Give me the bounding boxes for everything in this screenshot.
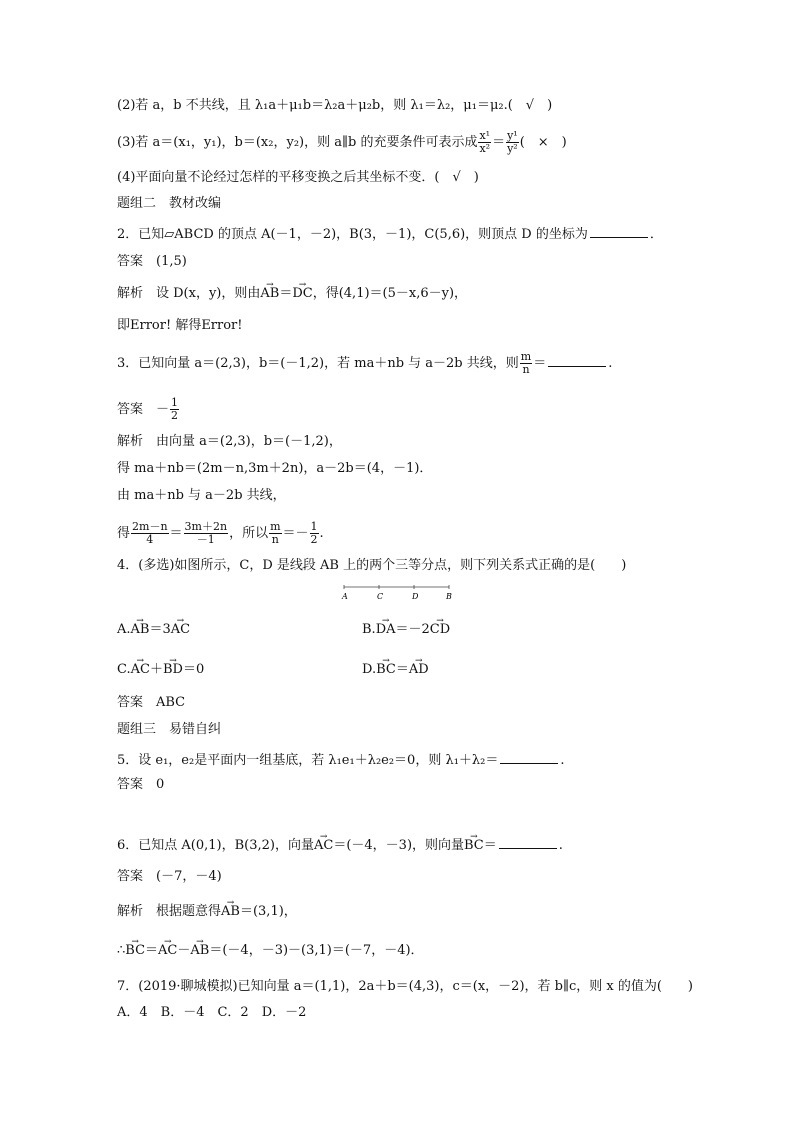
question-4: 4．(多选)如图所示，C，D 是线段 AB 上的两个三等分点，则下列关系式正确的是( ) <box>117 558 627 573</box>
analysis-3-line4: 得 $\frac{2m-n}{4}$ ＝ $\frac{3m+2n}{-1}$ ，所以 $\frac{m}{n}$ ＝－ $\frac{1}{2}$ . <box>117 520 324 546</box>
question-3: 3．已知向量 a＝(2,3)，b＝(－1,2)，若 ma＋nb 与 a－2b 共线，则 $\frac{m}{n}$ ＝ . <box>117 350 613 376</box>
fraction: $\frac{3m+2n}{-1}$ <box>184 520 228 546</box>
analysis-3-line1: 解析 由向量 a＝(2,3)，b＝(－1,2)， <box>117 434 342 449</box>
answer-blank <box>590 225 648 238</box>
point-c-label: C <box>377 592 384 601</box>
vector-bd: → BD <box>163 662 183 678</box>
fraction: $\frac{\text{x¹}}{\text{x²}}$ <box>479 129 491 155</box>
question-2: 2．已知▱ABCD 的顶点 A(－1，－2)，B(3，－1)，C(5,6)，则顶点 D 的坐标为 ． <box>117 227 663 242</box>
answer-blank <box>548 354 606 367</box>
question-6: 6．已知点 A(0,1)，B(3,2)，向量→ AC＝(－4，－3)，则向量→ BC＝ . <box>117 836 563 854</box>
fraction: $\frac{m}{n}$ <box>520 350 532 376</box>
vector-cd: → CD <box>430 622 450 638</box>
vector-ac: → AC <box>314 838 333 854</box>
option-b: B.→ DA＝－2→ CD <box>362 622 450 638</box>
fraction: $\frac{\text{y¹}}{\text{y²}}$ <box>507 129 518 155</box>
item-3-judgment: (3)若 a＝(x₁，y₁)，b＝(x₂，y₂)，则 a∥b 的充要条件可表示成 $\frac{\text{x¹}}{\text{x²}}$ ＝ $\frac{\text{y¹}}{\text{y²}}$ ( × ) <box>117 129 567 155</box>
point-a-label: A <box>342 592 348 601</box>
point-d-label: D <box>412 592 419 601</box>
vector-ab: → AB <box>260 286 279 302</box>
question-7-options: A．4 B．－4 C．2 D．－2 <box>117 1005 307 1020</box>
vector-ab: → AB <box>131 622 150 638</box>
answer-6: 答案 (－7，－4) <box>117 869 222 884</box>
vector-bc: → BC <box>464 838 484 854</box>
question-5: 5．设 e₁，e₂是平面内一组基底，若 λ₁e₁＋λ₂e₂＝0，则 λ₁＋λ₂＝ . <box>117 753 565 768</box>
vector-ac: → AC <box>171 622 190 638</box>
vector-ab: → AB <box>221 904 240 920</box>
question-7: 7．(2019·聊城模拟)已知向量 a＝(1,1)，2a＋b＝(4,3)，c＝(x，－2)，若 b∥c，则 x 的值为( ) <box>117 979 693 994</box>
item-4-judgment: (4)平面向量不论经过怎样的平移变换之后其坐标不变．( √ ) <box>117 170 479 185</box>
option-d: D.→ BC＝→ AD <box>362 662 429 678</box>
section-heading-3: 题组三 易错自纠 <box>117 722 222 737</box>
answer-2: 答案 (1,5) <box>117 254 187 269</box>
vector-bc: → BC <box>376 662 396 678</box>
analysis-2-cont: 即Error! 解得Error! <box>117 318 243 333</box>
option-a: A.→ AB＝3→ AC <box>117 622 190 638</box>
answer-blank <box>500 751 558 764</box>
segment-figure <box>334 582 464 604</box>
vector-ac: → AC <box>158 943 177 959</box>
analysis-3-line3: 由 ma＋nb 与 a－2b 共线， <box>117 488 286 503</box>
vector-ac: → AC <box>131 662 150 678</box>
point-b-label: B <box>446 592 452 601</box>
item-2-judgment: (2)若 a，b 不共线，且 λ₁a＋μ₁b＝λ₂a＋μ₂b，则 λ₁＝λ₂，μ₁＝μ₂.( √ ) <box>117 98 553 113</box>
analysis-2: 解析 设 D(x，y)，则由→ AB＝→ DC，得(4,1)＝(5－x,6－y)， <box>117 286 467 302</box>
vector-bc: → BC <box>125 943 145 959</box>
fraction: $\frac{2m-n}{4}$ <box>132 520 168 546</box>
fraction: $\frac{1}{2}$ <box>171 396 179 422</box>
answer-blank <box>499 836 557 849</box>
vector-dc: → DC <box>292 286 312 302</box>
analysis-6-line2: ∴→ BC＝→ AC－→ AB＝(－4，－3)－(3,1)＝(－7，－4)． <box>117 943 424 959</box>
analysis-6-line1: 解析 根据题意得→ AB＝(3,1)， <box>117 904 297 920</box>
answer-5: 答案 0 <box>117 777 165 792</box>
answer-4: 答案 ABC <box>117 695 186 710</box>
vector-ab: → AB <box>190 943 209 959</box>
answer-3: 答案 － $\frac{1}{2}$ <box>117 396 179 422</box>
analysis-3-line2: 得 ma＋nb＝(2m－n,3m＋2n)，a－2b＝(4，－1)． <box>117 461 433 476</box>
option-c: C.→ AC＋→ BD＝0 <box>117 662 204 678</box>
section-heading-2: 题组二 教材改编 <box>117 196 222 211</box>
vector-da: → DA <box>376 622 396 638</box>
fraction: $\frac{1}{2}$ <box>310 520 318 546</box>
vector-ad: → AD <box>409 662 429 678</box>
fraction: $\frac{m}{n}$ <box>270 520 281 546</box>
